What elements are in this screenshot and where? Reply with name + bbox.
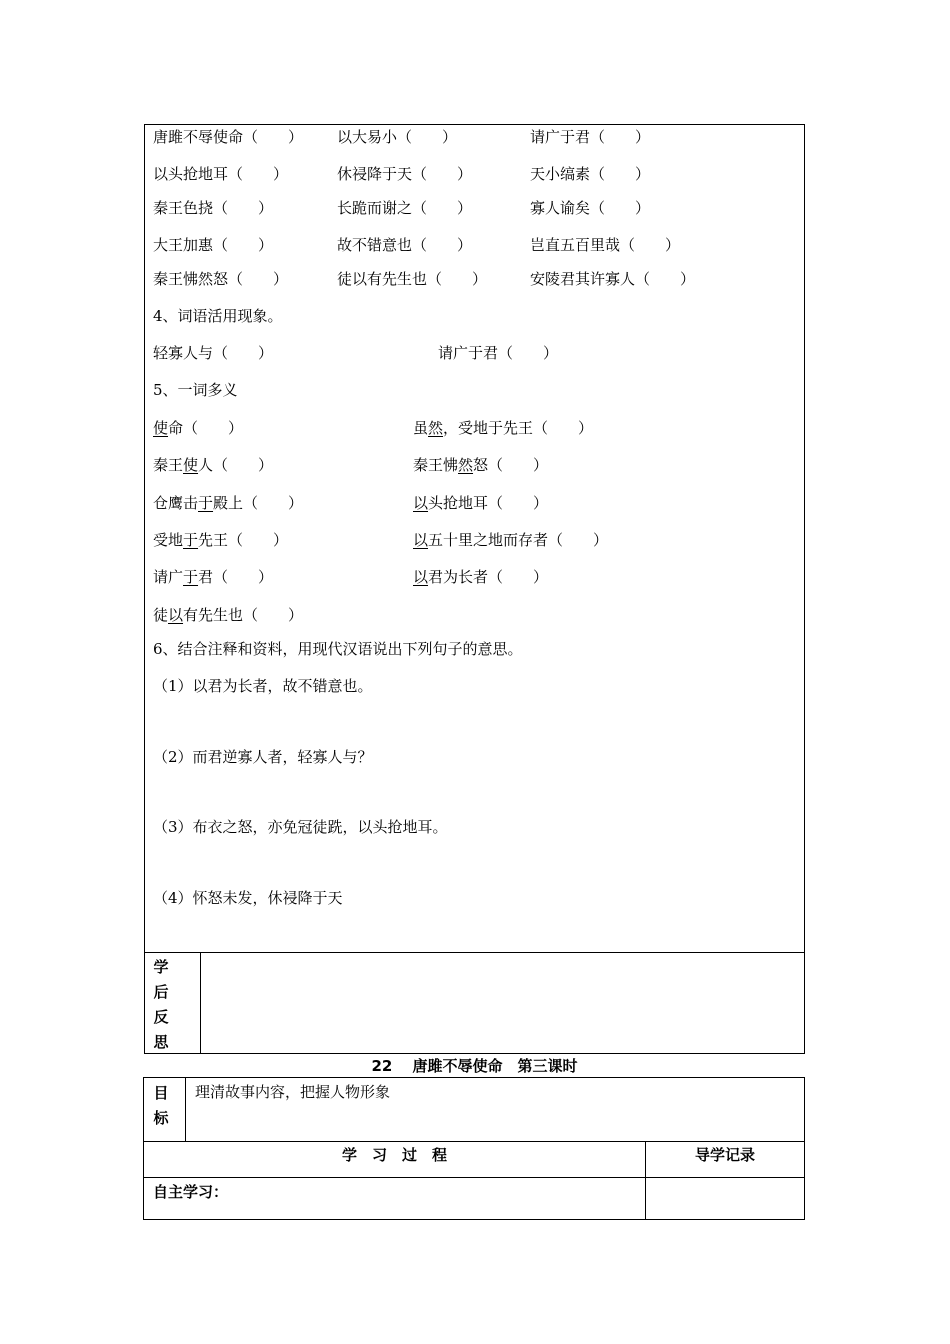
section4-item: 请广于君（ ） [438, 344, 559, 362]
vocab-item: 休祲降于天（ ） [337, 165, 473, 183]
reflection-char: 学 [153, 958, 169, 976]
vocab-item: 岂直五百里哉（ ） [530, 236, 681, 254]
goal-text: 理清故事内容，把握人物形象 [195, 1083, 391, 1101]
vocab-item: 长跪而谢之（ ） [337, 199, 473, 217]
reflection-char: 后 [153, 983, 169, 1001]
vocab-item: 天小缟素（ ） [530, 165, 651, 183]
section5-title: 5、一词多义 [153, 381, 238, 399]
translation-item: （3）布衣之怒，亦免冠徒跣，以头抢地耳。 [153, 818, 448, 836]
polysemy-item: 使命（ ） [153, 419, 244, 437]
polysemy-item: 虽然，受地于先王（ ） [413, 419, 594, 437]
guide-record-area[interactable] [646, 1178, 804, 1219]
vocab-item: 唐雎不辱使命（ ） [153, 128, 304, 146]
section4-title: 4、词语活用现象。 [153, 307, 283, 325]
vocab-item: 以大易小（ ） [337, 128, 458, 146]
translation-item: （4）怀怒未发，休祲降于天 [153, 889, 343, 907]
reflection-label [149, 955, 173, 1055]
polysemy-item: 秦王使人（ ） [153, 456, 274, 474]
vocab-item: 请广于君（ ） [530, 128, 651, 146]
vocab-item: 大王加惠（ ） [153, 236, 274, 254]
vocab-item: 安陵君其许寡人（ ） [530, 270, 696, 288]
reflection-area[interactable] [201, 953, 804, 1052]
vocab-item: 徒以有先生也（ ） [337, 270, 488, 288]
section4-item: 轻寡人与（ ） [153, 344, 274, 362]
translation-item: （1）以君为长者，故不错意也。 [153, 677, 373, 695]
vocab-item: 寡人谕矣（ ） [530, 199, 651, 217]
translation-item: （2）而君逆寡人者，轻寡人与？ [153, 748, 373, 766]
lesson-title: 22 唐雎不辱使命 第三课时 [371, 1057, 578, 1075]
polysemy-item: 受地于先王（ ） [153, 531, 289, 549]
polysemy-item: 请广于君（ ） [153, 568, 274, 586]
polysemy-item: 仓鹰击于殿上（ ） [153, 494, 304, 512]
goal-char: 目 [153, 1084, 169, 1102]
vocab-item: 秦王色挠（ ） [153, 199, 274, 217]
reflection-char: 思 [153, 1033, 169, 1051]
reflection-char: 反 [153, 1008, 169, 1026]
vocab-item: 秦王怫然怒（ ） [153, 270, 289, 288]
goal-label-divider [185, 1077, 186, 1141]
goal-divider [143, 1141, 805, 1142]
process-header: 学 习 过 程 [341, 1146, 447, 1164]
goal-char: 标 [153, 1109, 169, 1127]
self-study-label: 自主学习： [153, 1183, 229, 1201]
section6-title: 6、结合注释和资料，用现代汉语说出下列句子的意思。 [153, 640, 523, 658]
vocab-item: 以头抢地耳（ ） [153, 165, 289, 183]
polysemy-item: 徒以有先生也（ ） [153, 606, 304, 624]
goal-label [149, 1081, 173, 1131]
upper-table [144, 124, 805, 1054]
polysemy-item: 以五十里之地而存者（ ） [413, 531, 609, 549]
vocab-item: 故不错意也（ ） [337, 236, 473, 254]
polysemy-item: 以君为长者（ ） [413, 568, 549, 586]
polysemy-item: 以头抢地耳（ ） [413, 494, 549, 512]
guide-header: 导学记录 [694, 1146, 755, 1164]
polysemy-item: 秦王怫然怒（ ） [413, 456, 549, 474]
